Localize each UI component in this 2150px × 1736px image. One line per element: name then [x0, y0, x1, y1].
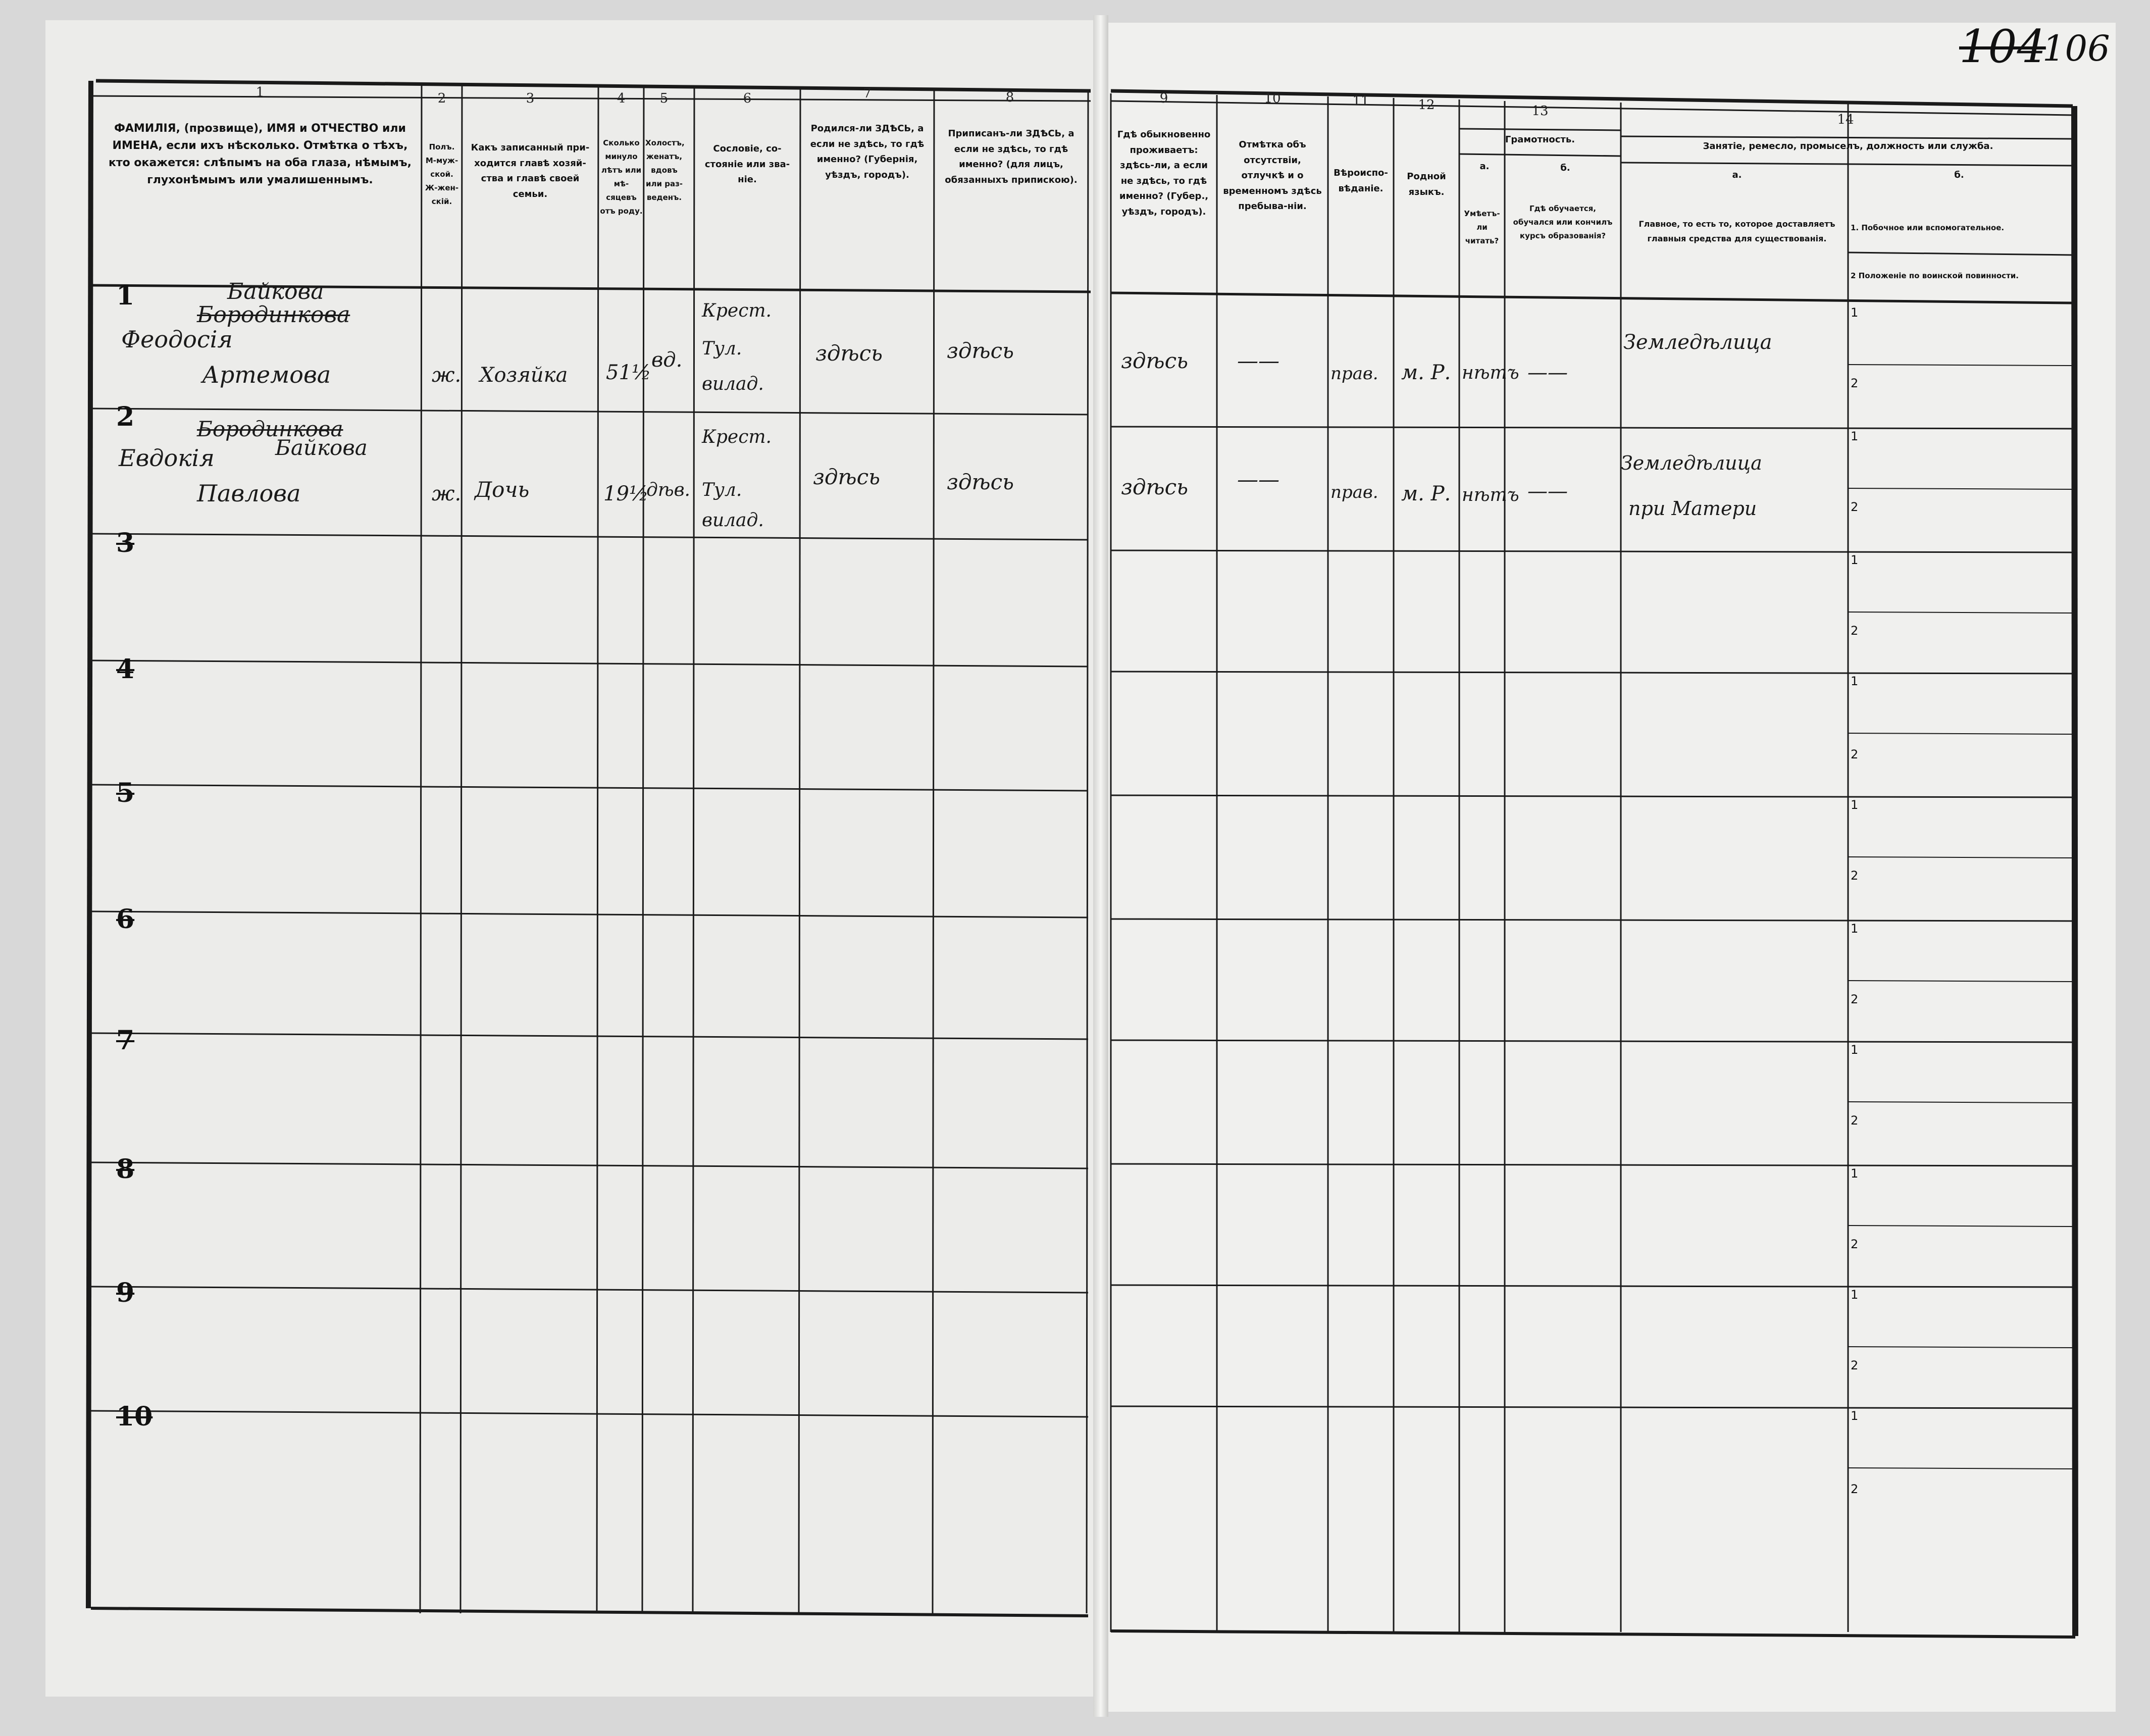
row6-sub2: 2	[1851, 992, 1859, 1006]
grid-bottom-left	[91, 1608, 1088, 1616]
entry2-registered: здѣсь	[947, 470, 1014, 494]
entry1-marital: вд.	[651, 348, 683, 372]
col-num-7: 7	[863, 86, 872, 101]
col-num-11: 11	[1352, 93, 1369, 109]
col-header-14b-2: 2 Положеніе по воинской повинности.	[1851, 271, 2019, 280]
grid-row-right-6	[1111, 1040, 2073, 1042]
row3-sub1: 1	[1851, 553, 1859, 567]
entry2-relation: Дочь	[475, 477, 530, 502]
entry1-resides: здѣсь	[1121, 348, 1188, 373]
grid-14b-mid-3	[1848, 733, 2073, 734]
entry2-given-name: Евдокія	[119, 444, 215, 472]
grid-right-border	[2074, 106, 2075, 1636]
grid-row-left-5	[91, 911, 1088, 917]
entry1-occupation: Земледѣлица	[1623, 331, 1772, 354]
grid-row-left-8	[91, 1287, 1088, 1293]
grid-14-ab	[1621, 163, 2073, 166]
grid-row-left-7	[91, 1162, 1088, 1168]
grid-14b-mid-1	[1848, 488, 2073, 489]
row-number-6: 6	[116, 904, 135, 935]
col-header-10: Отмѣтка объ отсутствіи, отлучкѣ и о временномъ здѣсь пребыва-ніи.	[1223, 139, 1322, 212]
col-header-13a: Умѣетъ-ли читать?	[1464, 209, 1500, 245]
grid-14b-mid-4	[1848, 857, 2073, 858]
grid-vline-left-5	[799, 88, 800, 1613]
entry2-literate: нѣтъ	[1462, 485, 1519, 505]
col-header-2: Полъ. М-муж-ской. Ж-жен-скій.	[425, 142, 459, 206]
entry2-estate-2: Тул.	[702, 480, 742, 500]
col-header-13b: Гдѣ обучается, обучался или кончилъ курсъ образованія?	[1513, 204, 1613, 240]
grid-14b-mid-6	[1848, 1102, 2073, 1103]
grid-row-right-4	[1111, 795, 2073, 797]
grid-row-right-9	[1111, 1406, 2073, 1408]
col-header-9: Гдѣ обыкновенно проживаетъ: здѣсь-ли, а если не здѣсь, то гдѣ именно? (Губер., уѣздъ, городъ).	[1117, 129, 1211, 217]
grid-vline-left-2	[597, 85, 598, 1613]
entry2-absence: ——	[1237, 467, 1279, 492]
row2-sub2: 2	[1851, 500, 1859, 514]
col-num-13: 13	[1531, 104, 1549, 119]
col-num-2: 2	[437, 91, 446, 106]
grid-14b-mid-9	[1848, 1468, 2073, 1469]
row8-sub1: 1	[1851, 1166, 1859, 1181]
col-num-1: 1	[255, 85, 265, 100]
row4-sub2: 2	[1851, 747, 1859, 761]
col-num-10: 10	[1264, 91, 1281, 106]
entry2-surname: Байкова	[275, 435, 368, 460]
row10-sub1: 1	[1851, 1409, 1859, 1423]
grid-13-sub	[1459, 129, 1621, 130]
entry1-registered: здѣсь	[947, 338, 1014, 363]
row-number-3: 3	[116, 528, 135, 558]
grid-14b-mid-8	[1848, 1347, 2073, 1348]
grid-13-ab	[1459, 154, 1621, 156]
entry1-surname-struck: Бородинкова	[197, 302, 350, 328]
grid-row-right-1	[1111, 427, 2073, 429]
col-header-13: Грамотность.	[1505, 134, 1575, 145]
grid-14b-mid-2	[1848, 612, 2073, 613]
col-num-4: 4	[617, 91, 626, 106]
entry2-religion: прав.	[1330, 482, 1378, 502]
grid-vline-left-1	[460, 84, 462, 1613]
entry2-resides: здѣсь	[1121, 475, 1188, 499]
row-number-1: 1	[116, 280, 135, 311]
entry1-sex: ж.	[432, 364, 462, 387]
entry2-age: 19½	[603, 482, 649, 505]
row9-sub1: 1	[1851, 1288, 1859, 1302]
entry2-sex: ж.	[432, 482, 462, 505]
row1-sub1: 1	[1851, 305, 1859, 320]
entry2-marital: дѣв.	[646, 480, 690, 500]
row6-sub1: 1	[1851, 922, 1859, 936]
grid-row-right-8	[1111, 1285, 2073, 1287]
entry1-absence: ——	[1237, 348, 1279, 373]
grid-row-right-2	[1111, 550, 2073, 552]
col-header-1: ФАМИЛІЯ, (прозвище), ИМЯ и ОТЧЕСТВО или ИМЕНА, если ихъ нѣсколько. Отмѣтка о тѣхъ, кто окажется: слѣпымъ на оба глаза, нѣмымъ, глухонѣмымъ или умалишеннымъ.	[108, 122, 412, 187]
row5-sub2: 2	[1851, 869, 1859, 883]
entry1-education: ——	[1527, 361, 1568, 384]
entry2-language: м. Р.	[1401, 482, 1451, 505]
grid-row-left-1	[91, 409, 1088, 415]
col-num-3: 3	[526, 91, 535, 106]
grid-vline-left-3	[642, 86, 644, 1613]
grid-row-right-5	[1111, 919, 2073, 921]
col-13b-label: б.	[1560, 163, 1570, 173]
entry1-given-name: Феодосія	[121, 326, 233, 353]
col-header-3: Какъ записанный при-ходится главѣ хозяй-ства и главѣ своей семьи.	[471, 142, 590, 199]
col-header-8: Приписанъ-ли ЗДѢСЬ, а если не здѣсь, то гдѣ именно? (для лицъ, обязанныхъ припискою).	[945, 128, 1078, 185]
row-number-8: 8	[116, 1154, 135, 1185]
grid-row-right-7	[1111, 1164, 2073, 1166]
grid-14b-mid-7	[1848, 1226, 2073, 1227]
col-header-5: Холостъ, женатъ, вдовъ или раз-веденъ.	[645, 138, 685, 202]
entry2-occupation-line2: при Матери	[1628, 497, 1757, 520]
grid-vline-left-0	[420, 83, 422, 1613]
entry2-born: здѣсь	[813, 465, 880, 489]
entry1-age: 51½	[606, 361, 651, 384]
row1-sub2: 2	[1851, 376, 1859, 390]
col-num-8: 8	[1005, 90, 1014, 105]
row-number-9: 9	[116, 1278, 135, 1308]
row-number-5: 5	[116, 778, 135, 808]
entry2-surname-struck: Бородинкова	[197, 417, 343, 441]
grid-14b-mid-0	[1848, 365, 2073, 366]
row7-sub1: 1	[1851, 1043, 1859, 1057]
col-header-4: Сколько минуло лѣтъ или мѣ-сяцевъ отъ роду.	[600, 138, 643, 216]
col-header-6: Сословіе, со-стояніе или зва-ніе.	[704, 143, 790, 185]
row2-sub1: 1	[1851, 429, 1859, 443]
entry1-born: здѣсь	[815, 341, 883, 366]
col-14b-label: б.	[1954, 170, 1964, 180]
grid-row-left-6	[91, 1033, 1088, 1039]
grid-left-border	[88, 81, 91, 1608]
col-num-6: 6	[743, 91, 752, 106]
col-header-14b-1: 1. Побочное или вспомогательное.	[1851, 223, 2005, 232]
row-number-2: 2	[116, 401, 135, 432]
entry1-surname: Байкова	[227, 279, 324, 304]
grid-vline-left-6	[933, 89, 934, 1613]
col-num-12: 12	[1418, 97, 1435, 113]
grid-14b-split	[1848, 252, 2073, 255]
row4-sub1: 1	[1851, 674, 1859, 688]
grid-row-left-4	[91, 785, 1088, 791]
col-header-12: Родной языкъ.	[1407, 171, 1446, 197]
col-header-14: Занятіе, ремесло, промыселъ, должность или служба.	[1703, 141, 1993, 151]
entry2-education: ——	[1527, 480, 1568, 503]
entry2-occupation: Земледѣлица	[1621, 452, 1762, 474]
row-number-4: 4	[116, 654, 135, 685]
col-num-9: 9	[1159, 91, 1168, 106]
col-header-11: Вѣроиспо-вѣданіе.	[1334, 168, 1388, 194]
row10-sub2: 2	[1851, 1482, 1859, 1496]
entry1-relation: Хозяйка	[480, 364, 568, 387]
entry1-literate: нѣтъ	[1462, 363, 1519, 383]
grid-header-bottom-right	[1111, 293, 2073, 303]
entry2-estate-1: Крест.	[702, 427, 772, 447]
entry1-religion: прав.	[1330, 364, 1378, 384]
entry1-estate-3: вилад.	[702, 374, 764, 394]
grid-bottom-right	[1111, 1631, 2075, 1637]
col-header-14a: Главное, то есть то, которое доставляетъ главныя средства для существованія.	[1639, 219, 1835, 243]
old-page-number: 104	[1959, 20, 2046, 73]
new-page-number: 106	[2042, 28, 2110, 69]
entry2-patronymic: Павлова	[197, 480, 301, 507]
row9-sub2: 2	[1851, 1358, 1859, 1372]
row-number-10: 10	[116, 1401, 153, 1432]
grid-row-right-3	[1111, 672, 2073, 674]
grid-vline-left-7	[1087, 90, 1088, 1613]
col-num-14: 14	[1837, 112, 1854, 127]
entry1-patronymic: Артемова	[202, 361, 331, 388]
grid-vline-left-4	[693, 87, 694, 1613]
entry1-estate-1: Крест.	[702, 300, 772, 321]
grid-row-left-9	[91, 1411, 1088, 1417]
row7-sub2: 2	[1851, 1113, 1859, 1128]
entry1-language: м. Р.	[1401, 361, 1451, 384]
entry2-estate-3: вилад.	[702, 510, 764, 531]
grid-14b-mid-5	[1848, 981, 2073, 982]
grid-row-left-3	[91, 660, 1088, 667]
col-num-5: 5	[659, 91, 669, 106]
col-14a-label: а.	[1732, 170, 1742, 180]
row3-sub2: 2	[1851, 624, 1859, 638]
col-header-7: Родился-ли ЗДѢСЬ, а если не здѣсь, то гдѣ именно? (Губернія, уѣздъ, городъ).	[810, 123, 925, 180]
col-13a-label: а.	[1479, 161, 1490, 172]
row8-sub2: 2	[1851, 1237, 1859, 1251]
entry1-estate-2: Тул.	[702, 338, 742, 359]
row-number-7: 7	[116, 1025, 135, 1056]
row5-sub1: 1	[1851, 798, 1859, 812]
grid-row-left-2	[91, 534, 1088, 540]
